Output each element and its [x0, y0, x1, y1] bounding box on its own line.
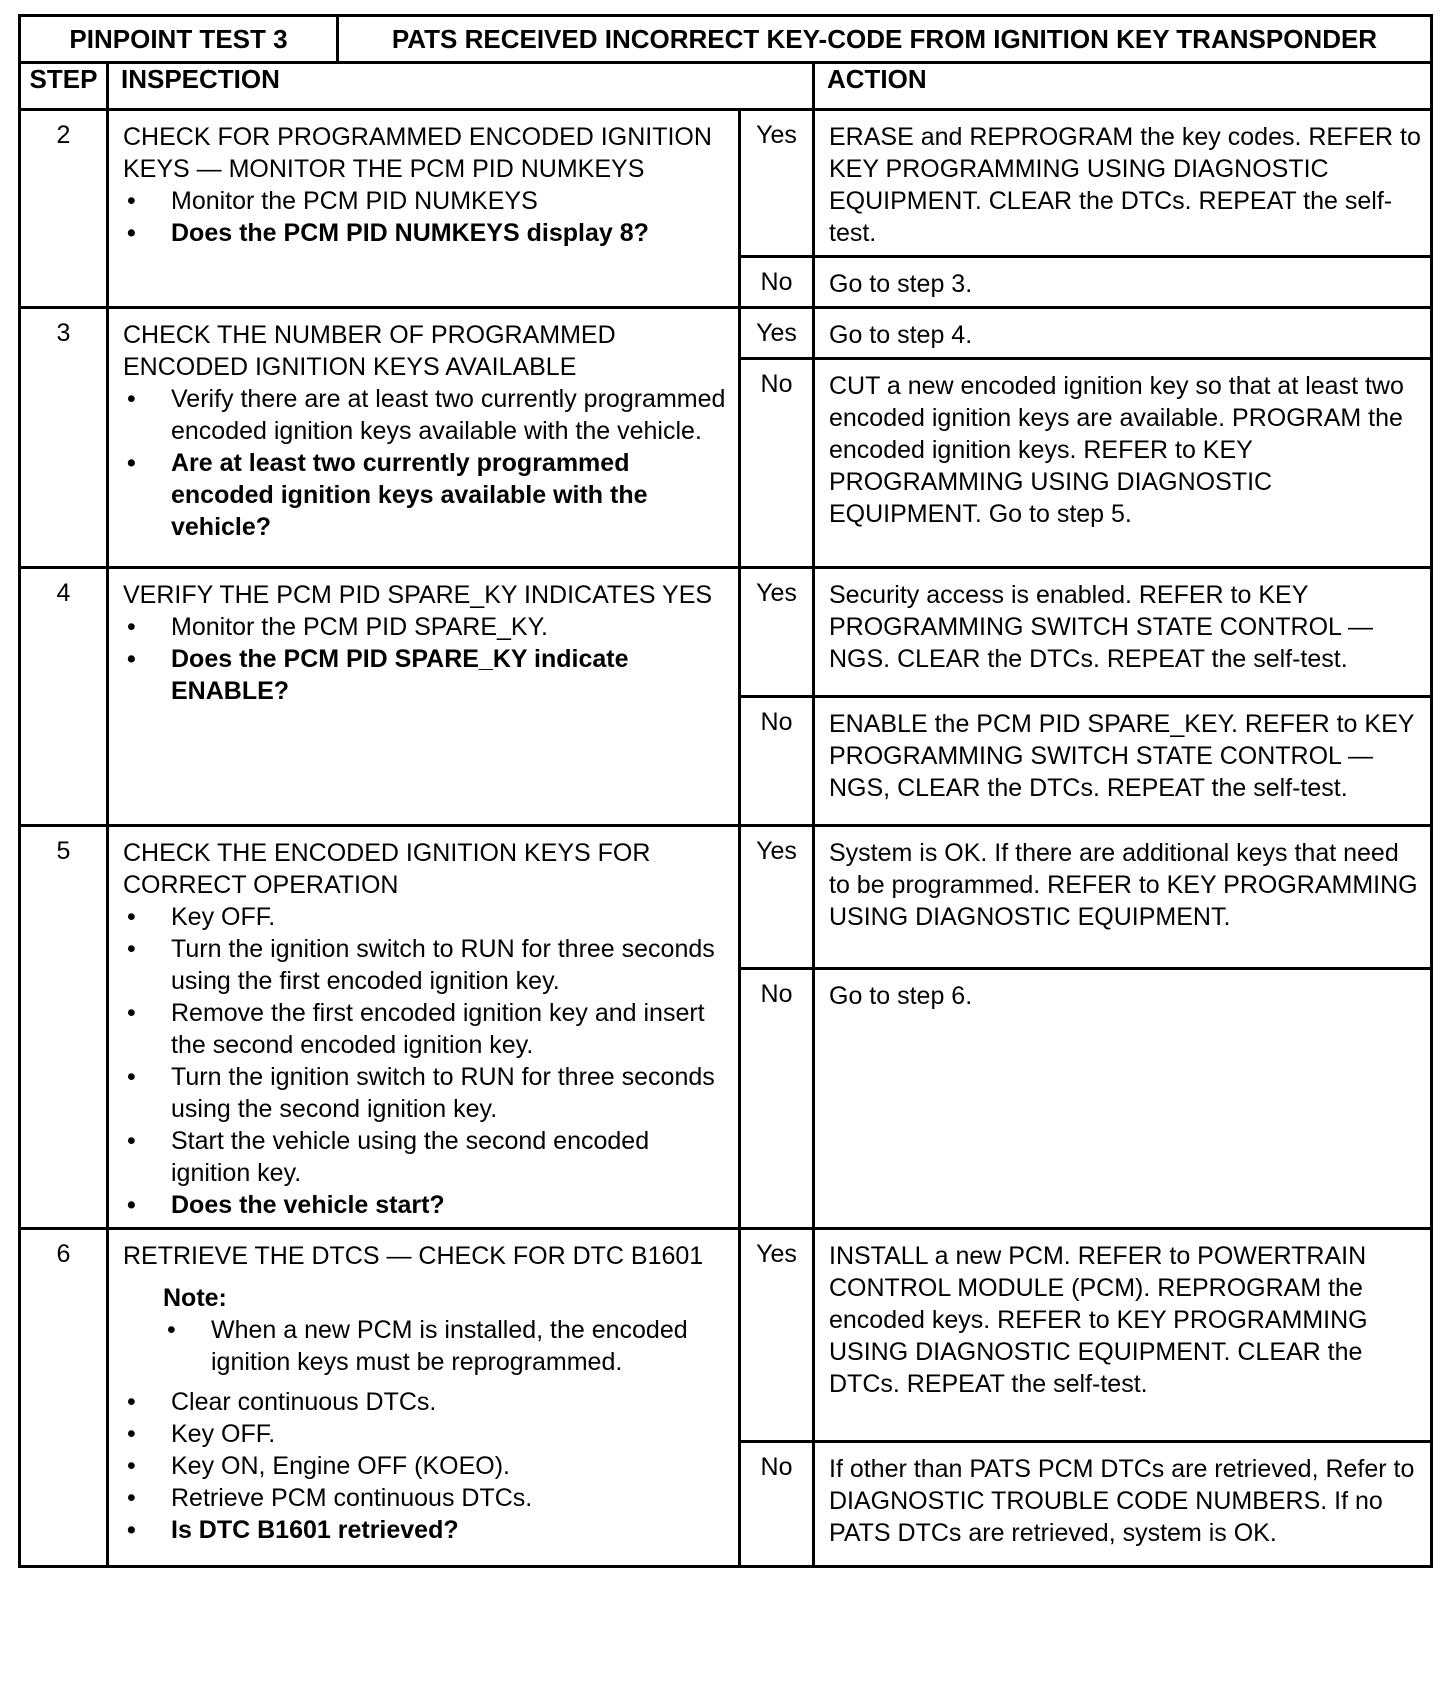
step-bullet: • Verify there are at least two currently programmed encoded ignition keys available with the vehicle.: [123, 383, 726, 447]
step-bullet: • Start the vehicle using the second encoded ignition key.: [123, 1125, 726, 1189]
step-bullet: • Monitor the PCM PID SPARE_KY.: [123, 611, 726, 643]
step-bullet: • Remove the first encoded ignition key and insert the second encoded ignition key.: [123, 997, 726, 1061]
step-heading: CHECK FOR PROGRAMMED ENCODED IGNITION KEYS — MONITOR THE PCM PID NUMKEYS: [123, 123, 712, 183]
yes-action: Go to step 4.: [814, 308, 1432, 359]
step-bullet: • Key OFF.: [123, 901, 726, 933]
yes-action: Security access is enabled. REFER to KEY PROGRAMMING SWITCH STATE CONTROL — NGS. CLEAR the DTCs. REPEAT the self-test.: [814, 568, 1432, 697]
yes-action: ERASE and REPROGRAM the key codes. REFER to KEY PROGRAMMING USING DIAGNOSTIC EQUIPMENT. CLEAR the DTCs. REPEAT the self-test.: [814, 110, 1432, 257]
note-text: • When a new PCM is installed, the encoded ignition keys must be reprogrammed.: [163, 1314, 726, 1378]
no-action: If other than PATS PCM DTCs are retrieved, Refer to DIAGNOSTIC TROUBLE CODE NUMBERS. If no PATS DTCs are retrieved, system is OK.: [814, 1442, 1432, 1567]
no-action: ENABLE the PCM PID SPARE_KEY. REFER to KEY PROGRAMMING SWITCH STATE CONTROL — NGS, CLEAR the DTCs. REPEAT the self-test.: [814, 697, 1432, 826]
step-heading: CHECK THE ENCODED IGNITION KEYS FOR CORRECT OPERATION: [123, 839, 651, 899]
title-row: [20, 16, 1432, 63]
step-row: [20, 568, 1432, 697]
step-number: 4: [20, 568, 108, 826]
col-action-header: ACTION: [814, 63, 1432, 110]
no-action: Go to step 6.: [814, 968, 1432, 1228]
yes-action: INSTALL a new PCM. REFER to POWERTRAIN CONTROL MODULE (PCM). REPROGRAM the encoded keys. REFER to KEY PROGRAMMING USING DIAGNOSTIC EQUIPMENT. CLEAR the DTCs. REPEAT the self-test.: [814, 1229, 1432, 1442]
step-heading: VERIFY THE PCM PID SPARE_KY INDICATES YES: [123, 581, 713, 609]
no-action: CUT a new encoded ignition key so that at least two encoded ignition keys are available. PROGRAM the encoded ignition keys. REFER to KEY PROGRAMMING USING DIAGNOSTIC EQUIPMENT. Go to step 5.: [814, 359, 1432, 568]
step-bullet: • Monitor the PCM PID NUMKEYS: [123, 185, 726, 217]
pinpoint-test-sheet: [18, 14, 1430, 1568]
yes-label: Yes: [740, 308, 814, 359]
step-question: • Does the vehicle start?: [123, 1189, 726, 1221]
yes-label: Yes: [740, 110, 814, 257]
step-row: [20, 308, 1432, 359]
step-inspection: [108, 308, 740, 568]
no-label: No: [740, 1442, 814, 1567]
no-label: No: [740, 359, 814, 568]
yes-label: Yes: [740, 568, 814, 697]
step-question: • Does the PCM PID NUMKEYS display 8?: [123, 217, 726, 249]
step-row: [20, 1229, 1432, 1442]
step-bullet: • Retrieve PCM continuous DTCs.: [123, 1482, 726, 1514]
test-title: PATS RECEIVED INCORRECT KEY-CODE FROM IGNITION KEY TRANSPONDER: [391, 23, 1378, 54]
step-heading: RETRIEVE THE DTCS — CHECK FOR DTC B1601: [123, 1242, 704, 1270]
step-inspection: [108, 110, 740, 308]
step-row: [20, 110, 1432, 257]
step-inspection: [108, 568, 740, 826]
test-id: PINPOINT TEST 3: [21, 17, 338, 61]
step-bullet: • Clear continuous DTCs.: [123, 1386, 726, 1418]
step-bullet: • Key ON, Engine OFF (KOEO).: [123, 1450, 726, 1482]
step-bullet: • Turn the ignition switch to RUN for three seconds using the second ignition key.: [123, 1061, 726, 1125]
step-number: 5: [20, 826, 108, 1229]
pinpoint-test-table: [18, 14, 1433, 1568]
step-question: • Are at least two currently programmed encoded ignition keys available with the vehicle?: [123, 447, 726, 543]
no-label: No: [740, 697, 814, 826]
step-number: 3: [20, 308, 108, 568]
no-label: No: [740, 968, 814, 1228]
step-heading: CHECK THE NUMBER OF PROGRAMMED ENCODED IGNITION KEYS AVAILABLE: [123, 321, 616, 381]
note-label: Note:: [163, 1284, 227, 1312]
col-step-header: STEP: [20, 63, 108, 110]
yes-label: Yes: [740, 1229, 814, 1442]
column-header-row: [20, 63, 1432, 110]
no-action: Go to step 3.: [814, 257, 1432, 308]
step-question: • Is DTC B1601 retrieved?: [123, 1514, 726, 1546]
step-number: 6: [20, 1229, 108, 1567]
no-label: No: [740, 257, 814, 308]
step-bullet: • Key OFF.: [123, 1418, 726, 1450]
yes-action: System is OK. If there are additional keys that need to be programmed. REFER to KEY PROGRAMMING USING DIAGNOSTIC EQUIPMENT.: [814, 826, 1432, 969]
step-inspection: [108, 826, 740, 1229]
step-bullet: • Turn the ignition switch to RUN for three seconds using the first encoded ignition key.: [123, 933, 726, 997]
yes-label: Yes: [740, 826, 814, 969]
step-question: • Does the PCM PID SPARE_KY indicate ENABLE?: [123, 643, 726, 707]
col-inspection-header: INSPECTION: [108, 63, 814, 110]
note-box: [163, 1282, 726, 1378]
step-inspection: [108, 1229, 740, 1567]
step-row: [20, 826, 1432, 969]
step-number: 2: [20, 110, 108, 308]
